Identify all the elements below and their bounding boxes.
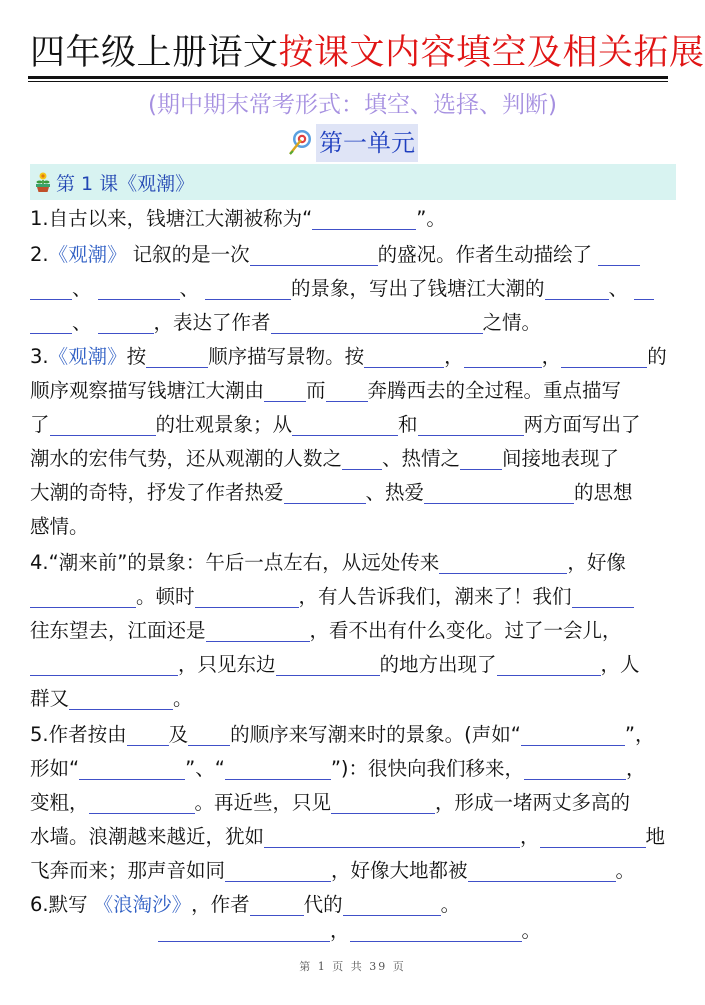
question-text: 、热爱 <box>365 481 425 504</box>
fill-blank[interactable] <box>439 547 567 574</box>
question-3-line-4 <box>30 442 680 476</box>
question-text: 、 <box>608 277 629 300</box>
question-text: 飞奔而来；那声音如同 <box>30 859 226 882</box>
fill-blank[interactable] <box>284 477 366 504</box>
question-text: ”)：很快向我们移来， <box>330 757 525 780</box>
title-underline-thick <box>28 76 668 79</box>
fill-blank[interactable] <box>343 889 441 916</box>
fill-blank[interactable] <box>264 375 306 402</box>
potted-flower-icon <box>33 171 53 193</box>
question-text: 地 <box>645 825 666 848</box>
fill-blank[interactable] <box>326 375 368 402</box>
fill-blank[interactable] <box>146 341 208 368</box>
fill-blank[interactable] <box>634 273 654 300</box>
question-text: 而 <box>306 379 326 402</box>
question-text: 。 <box>521 919 542 942</box>
question-6-poem-line <box>158 914 705 948</box>
fill-blank[interactable] <box>98 273 180 300</box>
question-5-line-1 <box>30 718 680 752</box>
question-text: ”， <box>624 723 655 746</box>
fill-blank[interactable] <box>50 409 156 436</box>
question-2-line-2 <box>30 272 680 306</box>
question-4-line-2 <box>30 580 680 614</box>
question-text: 。 <box>440 893 461 916</box>
question-text: ”。 <box>416 207 446 230</box>
question-4-line-4 <box>30 648 680 682</box>
question-text: 潮水的宏伟气势，还从观潮的人数之 <box>30 447 343 470</box>
question-text: 的地方出现了 <box>379 653 497 676</box>
question-text: ，好像大地都被 <box>331 859 468 882</box>
question-text: 往东望去，江面还是 <box>30 619 206 642</box>
question-4-line-3 <box>30 614 680 648</box>
question-text: 、 <box>72 311 92 334</box>
question-text: 大潮的奇特，抒发了作者热爱 <box>30 481 284 504</box>
title-underline-thin <box>28 81 668 82</box>
book-title: 《观潮》 <box>48 345 127 368</box>
fill-blank[interactable] <box>250 889 304 916</box>
fill-blank[interactable] <box>561 341 647 368</box>
unit-label: 第一单元 <box>316 124 418 162</box>
fill-blank[interactable] <box>598 239 640 266</box>
fill-blank[interactable] <box>98 307 154 334</box>
lesson-title: 第 1 课《观潮》 <box>56 172 195 195</box>
fill-blank[interactable] <box>468 855 616 882</box>
question-text: ，人 <box>600 653 640 676</box>
fill-blank[interactable] <box>460 443 502 470</box>
question-text: 。再近些，只见 <box>194 791 332 814</box>
question-text: ，看不出有什么变化。过了一会儿， <box>309 619 622 642</box>
fill-blank[interactable] <box>521 719 625 746</box>
question-text: 间接地表现了 <box>502 447 620 470</box>
question-3-line-6 <box>30 510 680 544</box>
fill-blank[interactable] <box>30 581 136 608</box>
fill-blank[interactable] <box>206 615 310 642</box>
question-text: 的壮观景象；从 <box>155 413 293 436</box>
question-text: 顺序观察描写钱塘江大潮由 <box>30 379 265 402</box>
question-1-line-1 <box>30 202 680 236</box>
fill-blank[interactable] <box>250 239 378 266</box>
book-title: 《观潮》 <box>48 243 127 266</box>
title-black-part: 四年级上册语文 <box>30 33 279 73</box>
question-4-line-1 <box>30 546 680 580</box>
question-text: ， <box>541 345 562 368</box>
question-5-line-2 <box>30 752 680 786</box>
fill-blank[interactable] <box>424 477 574 504</box>
fill-blank[interactable] <box>418 409 524 436</box>
fill-blank[interactable] <box>292 409 398 436</box>
question-text: 按 <box>126 345 147 368</box>
question-5-line-3 <box>30 786 680 820</box>
question-text: 2. <box>30 243 49 266</box>
book-title: 《浪淘沙》 <box>93 893 192 916</box>
question-4-line-5 <box>30 682 680 716</box>
fill-blank[interactable] <box>464 341 542 368</box>
question-2-line-1 <box>30 238 680 272</box>
question-text: ，只见东边 <box>178 653 276 676</box>
question-5-line-5 <box>30 854 680 888</box>
fill-blank[interactable] <box>331 787 435 814</box>
question-text: 的顺序来写潮来时的景象。(声如“ <box>230 723 521 746</box>
fill-blank[interactable] <box>69 683 173 710</box>
subtitle: (期中期末常考形式：填空、选择、判断) <box>148 92 557 118</box>
question-text: ， <box>520 825 540 848</box>
question-text: 、热情之 <box>382 447 461 470</box>
question-text: 变粗， <box>30 791 89 814</box>
fill-blank[interactable] <box>127 719 169 746</box>
question-text: 的 <box>647 345 667 368</box>
question-text: 、 <box>179 277 200 300</box>
fill-blank[interactable] <box>271 307 483 334</box>
fill-blank[interactable] <box>188 719 230 746</box>
question-text: 。顿时 <box>136 585 195 608</box>
fill-blank[interactable] <box>79 753 185 780</box>
question-3-line-3 <box>30 408 680 442</box>
question-text: 形如“ <box>30 757 80 780</box>
question-text: 6.默写 <box>30 893 88 916</box>
fill-blank[interactable] <box>195 581 299 608</box>
fill-blank[interactable] <box>312 203 416 230</box>
question-3-line-5 <box>30 476 680 510</box>
fill-blank[interactable] <box>342 443 382 470</box>
title-red-part: 按课文内容填空及相关拓展 <box>278 33 705 73</box>
question-text: 4.“潮来前”的景象：午后一点左右，从远处传来 <box>30 551 440 574</box>
question-text: 及 <box>168 723 189 746</box>
question-2-line-3 <box>30 306 680 340</box>
question-text: 。 <box>173 687 193 710</box>
question-text: 记叙的是一次 <box>132 243 250 266</box>
question-text: 之情。 <box>482 311 542 334</box>
fill-blank[interactable] <box>540 821 646 848</box>
fill-blank[interactable] <box>545 273 609 300</box>
question-text: 代的 <box>303 893 343 916</box>
fill-blank[interactable] <box>205 273 291 300</box>
question-3-line-2 <box>30 374 680 408</box>
question-text: 、 <box>72 277 92 300</box>
question-text: 奔腾西去的全过程。重点描写 <box>367 379 622 402</box>
question-text: ，好像 <box>567 551 626 574</box>
question-text: ， <box>330 919 350 942</box>
question-text: 感情。 <box>30 515 89 538</box>
fill-blank[interactable] <box>30 649 178 676</box>
question-text: 水墙。浪潮越来越近，犹如 <box>30 825 265 848</box>
question-text: 和 <box>398 413 418 436</box>
question-text: ，形成一堵两丈多高的 <box>435 791 631 814</box>
question-text: 了 <box>30 413 50 436</box>
fill-blank[interactable] <box>264 821 520 848</box>
fill-blank[interactable] <box>30 273 72 300</box>
question-text: 的思想 <box>574 481 633 504</box>
fill-blank[interactable] <box>524 753 626 780</box>
fill-blank[interactable] <box>158 915 330 942</box>
question-text: 。 <box>615 859 636 882</box>
fill-blank[interactable] <box>225 855 331 882</box>
question-text: 顺序描写景物。按 <box>208 345 365 368</box>
fill-blank[interactable] <box>497 649 601 676</box>
fill-blank[interactable] <box>572 581 634 608</box>
question-text: 的盛况。作者生动描绘了 <box>377 243 593 266</box>
document-title <box>30 30 705 76</box>
question-text: ，表达了作者 <box>153 311 271 334</box>
fill-blank[interactable] <box>225 753 331 780</box>
question-3-line-1 <box>30 340 680 374</box>
question-text: ， <box>444 345 464 368</box>
question-5-line-4 <box>30 820 680 854</box>
question-text: 5.作者按由 <box>30 723 127 746</box>
fill-blank[interactable] <box>30 307 72 334</box>
fill-blank[interactable] <box>364 341 444 368</box>
target-icon <box>287 129 313 157</box>
fill-blank[interactable] <box>89 787 195 814</box>
question-text: ，有人告诉我们，潮来了！我们 <box>298 585 572 608</box>
question-text: 3. <box>30 345 49 368</box>
question-text: ，作者 <box>191 893 250 916</box>
question-text: 的景象，写出了钱塘江大潮的 <box>291 277 545 300</box>
fill-blank[interactable] <box>350 915 522 942</box>
question-text: ， <box>626 757 646 780</box>
question-text: 两方面写出了 <box>523 413 641 436</box>
fill-blank[interactable] <box>276 649 380 676</box>
question-text: ”、“ <box>185 757 225 780</box>
page-number: 第 1 页 共 39 页 <box>299 960 406 973</box>
unit-heading <box>0 124 705 164</box>
question-text: 群又 <box>30 687 70 710</box>
lesson-heading <box>30 164 676 200</box>
question-text: 1.自古以来，钱塘江大潮被称为“ <box>30 207 313 230</box>
